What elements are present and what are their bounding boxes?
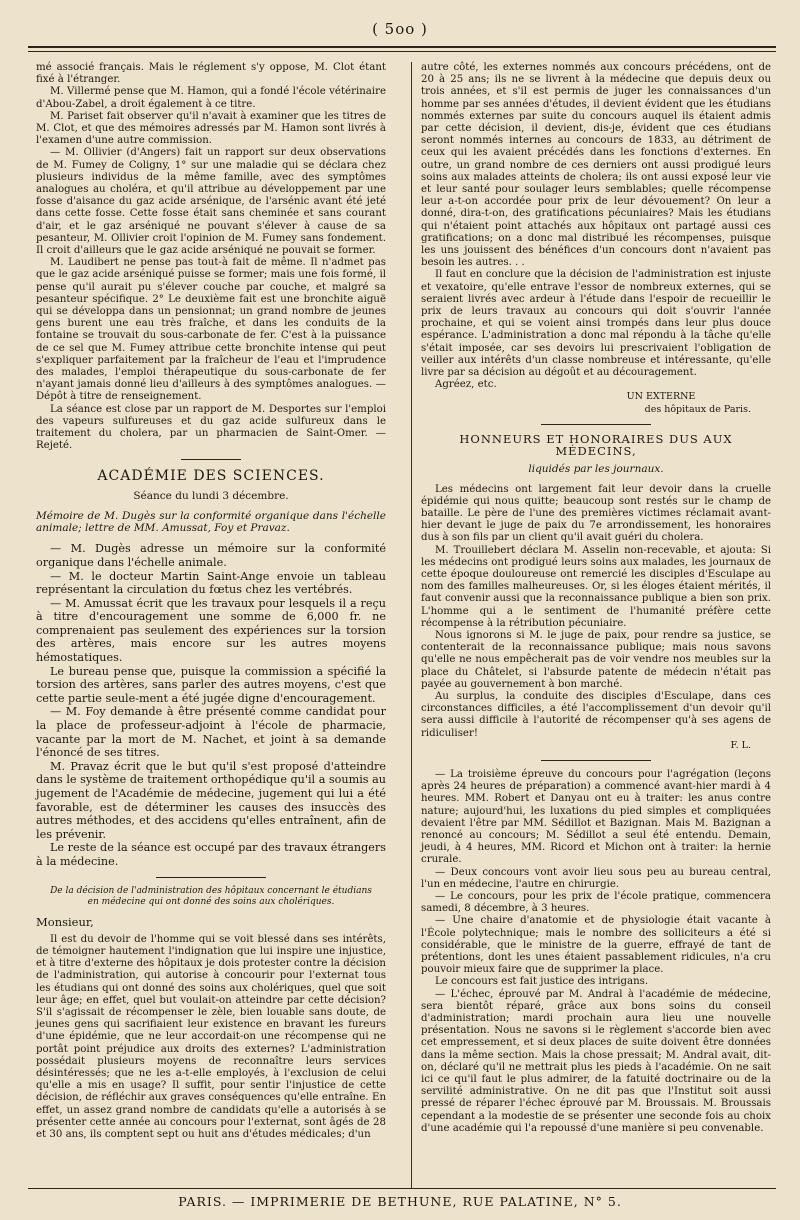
section-rule [541,424,651,425]
paragraph: M. Pariset fait observer qu'il n'avait à examiner que les titres de M. Clot, et que des mémoires adressés par M. Hamon sont livrés à l'examen d'une autre commission. [36,110,386,147]
paragraph: mé associé français. Mais le réglement s'y oppose, M. Clot étant fixé à l'étranger. [36,62,386,86]
paragraph: Les médecins ont largement fait leur devoir dans la cruelle épidémie qui nous quitte; beaucoup sont restés sur le champ de bataille. Le père de l'une des premières victimes réclamait avant-hier devant le juge de paix du 7e arrondissement, les honoraires dus à son fils par un client qu'il avait guéri du cholera. [421,483,771,544]
honneurs-subtitle: liquidés par les journaux. [528,463,664,476]
section-rule [156,877,266,878]
paragraph: Le reste de la séance est occupé par des travaux étrangers à la médecine. [36,841,386,868]
signature-line: UN EXTERNE [626,391,696,403]
news-item: — L'échec, éprouvé par M. Andral à l'académie de médecine, sera bientôt réparé, grâce aux bons soins du conseil d'administration; mardi prochain aura lieu une nouvelle présentation. Nous ne savons si le règlement s'accorde bien avec cet empressement, et si deux places de suite doivent être données dans la même section. Mais la chose pressait; M. Andral avait, dit-on, déclaré qu'il ne mettrait plus les pieds à l'académie. On ne sait ici ce qu'il faut le plus admirer, de la fatuité doctrinaire ou de la servilité administrative. On ne dit pas que l'Institut soit aussi pressé de réparer l'échec éprouvé par M. Broussais. M. Broussais cependant a la modestie de se présenter une seconde fois au choix d'une académie qui l'a repoussé d'une manière si peu convenable. [421,988,771,1134]
section-rule [181,459,241,460]
letter-paragraph: Il est du devoir de l'homme qui se voit blessé dans ses intérêts, de témoigner hautement l'indignation que lui inspire une injustice, et à titre d'externe des hôpitaux je dois protester contre la décision de l'administration, qui autorise à concourir pour l'externat tous les étudians qui ont donné des soins aux cholériques, quel que soit leur âge; en effet, quel but voulait-on atteindre par cette décision? S'il s'agissait de récompenser le zèle, bien louable sans doute, de jeunes gens qui sacrifiaient leur existence en bravant les fureurs d'une épidémie, que ne leur accordait-on une récompense qui ne portât point préjudice aux droits des externes? L'administration possédait plusieurs moyens de reconnaître leurs services désintéressés; que ne les a-t-elle employés, à l'exclusion de celui qu'elle a mis en usage? Il suffit, pour sentir l'injustice de cette décision, de réfléchir aux graves conséquences qu'elle entraîne. En effet, un assez grand nombre de candidats qu'elle a autorisés à se présenter cette année au concours pour l'externat, sont âgés de 28 et 30 ans, ils comptent sept ou huit ans d'études médicales; d'un [36,933,386,1141]
news-item: Le concours est fait justice des intrigans. [435,976,649,988]
top-rule [28,46,776,48]
signature [421,391,751,415]
seance-date: Séance du lundi 3 décembre. [133,489,289,502]
paragraph: — M. le docteur Martin Saint-Ange envoie un tableau représentant la circulation du fœtus chez les vertébrés. [36,569,386,597]
salutation: Monsieur, [36,914,94,929]
news-item: — La troisième épreuve du concours pour l'agrégation (leçons après 24 heures de préparation) a commencé avant-hier mardi à 4 heures. MM. Robert et Danyau ont eu à traiter: les anus contre nature; aujourd'hui, les luxations du pied simples et compliquées devaient l'être par MM. Sédillot et Bazignan. Mais M. Bazignan a renoncé au concours; M. Sédillot a seul été entendu. Demain, jeudi, à 4 heures, MM. Ricord et Michon ont à traiter: la hernie crurale. [421,768,771,866]
signature-line: des hôpitaux de Paris. [644,403,751,415]
bottom-rule [28,1188,776,1189]
paragraph: Il faut en conclure que la décision de l'administration est injuste et vexatoire, qu'elle entrave l'essor de nombreux externes, qui se seraient livrés avec ardeur à l'étude dans l'espoir de recueillir le prix de leurs travaux au concours qui doit s'ouvrir l'année prochaine, et qui se voient ainsi trompés dans leur plus douce espérance. L'administration a donc mal répondu à la tâche qu'elle s'était imposée, car ses devoirs lui prescrivaient l'obligation de veiller aux intérêts d'un classe nombreuse et intéressante, qu'elle livre par sa décision au dégoût et au découragement. [421,269,771,379]
paragraph: M. Pravaz écrit que le but qu'il s'est proposé d'atteindre dans le système de traitement orthopédique qu'il a soumis au jugement de l'Académie de médecine, jugement qui lui a été favorable, est de déterminer les causes des insuccès des autres méthodes, et des accidens qu'elles entraînent, afin de les prévenir. [36,759,386,841]
left-column [36,62,386,1141]
honneurs-title: HONNEURS ET HONORAIRES DUS AUX MÉDECINS, [459,431,733,459]
academie-title: ACADÉMIE DES SCIENCES. [97,467,325,484]
paragraph: autre côté, les externes nommés aux concours précédens, ont de 20 à 25 ans; ils ne se livrent à la médecine que depuis deux ou trois années, et s'il est permis de juger les connaissances d'un homme par ses années d'études, il devient évident que les étudians nommés externes par suite du concours auquel ils étaient admis par cette décision, il devient, dis-je, évident que ces étudians seront nommés internes au concours de 1833, au détriment de ceux qui les avaient précédés dans les fonctions d'externes. En outre, un grand nombre de ces derniers ont aussi prodigué leurs soins aux malades atteints de cholera; ils ont aussi exposé leur vie et leur santé pour soulager leurs semblables; quelle récompense leur a-t-on accordée pour prix de leur dévouement? On leur a donné, dira-t-on, des gratifications pécuniaires? Mais les étudians qui n'étaient point attachés aux hôpitaux ont partagé aussi ces gratifications; on a donc mal distribué les récompenses, puisque les uns jouissent des bénéfices d'un concours dont n'avaient pas besoin les autres. . . [421,62,771,269]
column-divider [411,62,412,1188]
page-number: ( 5oo ) [372,20,428,38]
author-initials: F. L. [730,739,751,751]
section-rule [541,760,651,761]
paragraph: Nous ignorons si M. le juge de paix, pour rendre sa justice, se contenterait de la reconnaissance publique; mais nous savons qu'elle ne nous empêcherait pas de voir vendre nos meubles sur la place du Châtelet, si l'absurde patente de médecin n'était pas payée au gouvernement à bon marché. [421,629,771,690]
top-rule-thin [28,51,776,52]
paragraph: — M. Amussat écrit que les travaux pour lesquels il a reçu à titre d'encouragement une somme de 6,000 fr. ne comprenaient pas seulement des expériences sur la torsion des artères, mais encore sur les autres moyens hémostatiques. [36,596,386,665]
paragraph: M. Villermé pense que M. Hamon, qui a fondé l'école vétérinaire d'Abou-Zabel, a droit également à ce titre. [36,86,386,110]
news-item: — Le concours, pour les prix de l'école pratique, commencera samedi, 8 décembre, à 3 heures. [421,891,771,915]
news-item: — Deux concours vont avoir lieu sous peu au bureau central, l'un en médecine, l'autre en chirurgie. [421,866,771,890]
paragraph: — M. Ollivier (d'Angers) fait un rapport sur deux observations de M. Fumey de Coligny, 1° sur une maladie qui se déclara chez plusieurs individus de la même famille, avec des symptômes analogues au choléra, et qu'il attribue au développement par une fosse d'aisance du gaz acide arsénique, de l'arsénic avant été jeté dans cette fosse. Cette fosse était sans cheminée et sans courant d'air, et le gaz arséniqué ne pouvant s'élever à cause de sa pesanteur, M. Ollivier croit l'opinion de M. Fumey sans fondement. Il croit d'ailleurs que le gaz acide arséniqué ne pouvait se former. [36,147,386,257]
right-column [421,62,771,1135]
paragraph: M. Laudibert ne pense pas tout-à fait de même. Il n'admet pas que le gaz acide arséniqué puisse se former; mais une fois formé, il pense qu'il aurait pu s'élever couche par couche, et malgré sa pesanteur spécifique. 2° Le deuxième fait est une bronchite aiguë qui se développa dans un pensionnat; un grand nombre de jeunes gens burent une eau très fraîche, et dans les conduits de la fontaine se trouvait du sous-carbonate de fer. C'est à la puissance de ce sel que M. Fumey attribue cette bronchite intense qui peut s'expliquer parfaitement par la fraîcheur de l'eau et l'imprudence des malades, l'emploi thérapeutique du sous-carbonate de fer n'ayant jamais donné lieu d'ailleurs à des symptômes analogues. — Dépôt à titre de renseignement. [36,257,386,403]
paragraph: Au surplus, la conduite des disciples d'Esculape, dans ces circonstances difficiles, a été l'accomplissement d'un devoir qu'il sera aussi difficile à l'autorité de récompenser qu'à ses agens de ridiculiser! [421,690,771,739]
news-item: — Une chaire d'anatomie et de physiologie était vacante à l'École polytechnique; mais le nombre des solliciteurs a été si considérable, que le ministre de la guerre, effrayé de tant de prétentions, dont les unes étaient passablement ridicules, n'a cru pouvoir mieux faire que de supprimer la place. [421,915,771,976]
printer-imprint: PARIS. — IMPRIMERIE DE BETHUNE, RUE PALATINE, N° 5. [178,1194,622,1209]
paragraph: Le bureau pense que, puisque la commission a spécifié la torsion des artères, sans parler des autres moyens, c'est que cette partie seule-ment a été jugée digne d'encouragement. [36,664,386,705]
decision-title: De la décision de l'administration des hôpitaux concernant le étudians en médecine qui ont donné des soins aux cholériques. [50,885,372,907]
paragraph: M. Trouillebert déclara M. Asselin non-recevable, et ajouta: Si les médecins ont prodigué leurs soins aux malades, les journaux de cette époque douloureuse ont remercié les disciples d'Esculape au nom des familles malheureuses. Or, si les éloges étaient mérités, il faut convenir aussi que la reconnaissance publique a bien son prix. L'homme qui a le sentiment de l'humanité préfère cette récompense à la rétribution pécuniaire. [421,544,771,629]
academie-section [36,542,386,868]
paragraph: Agréez, etc. [435,379,497,391]
paragraph: — M. Dugès adresse un mémoire sur la conformité organique dans l'échelle animale. [36,542,386,569]
memoire-summary: Mémoire de M. Dugès sur la conformité organique dans l'échelle animale; lettre de MM. Amussat, Foy et Pravaz. [36,509,386,535]
paragraph: La séance est close par un rapport de M. Desportes sur l'emploi des vapeurs sulfureuses et du gaz acide sulfureux dans le traitement du cholera, par un pharmacien de Saint-Omer. — Rejeté. [36,403,386,452]
paragraph: — M. Foy demande à être présenté comme candidat pour la place de professeur-adjoint à l'école de pharmacie, vacante par la mort de M. Nachet, et joint à sa demande l'énoncé de ses titres. [36,705,386,760]
